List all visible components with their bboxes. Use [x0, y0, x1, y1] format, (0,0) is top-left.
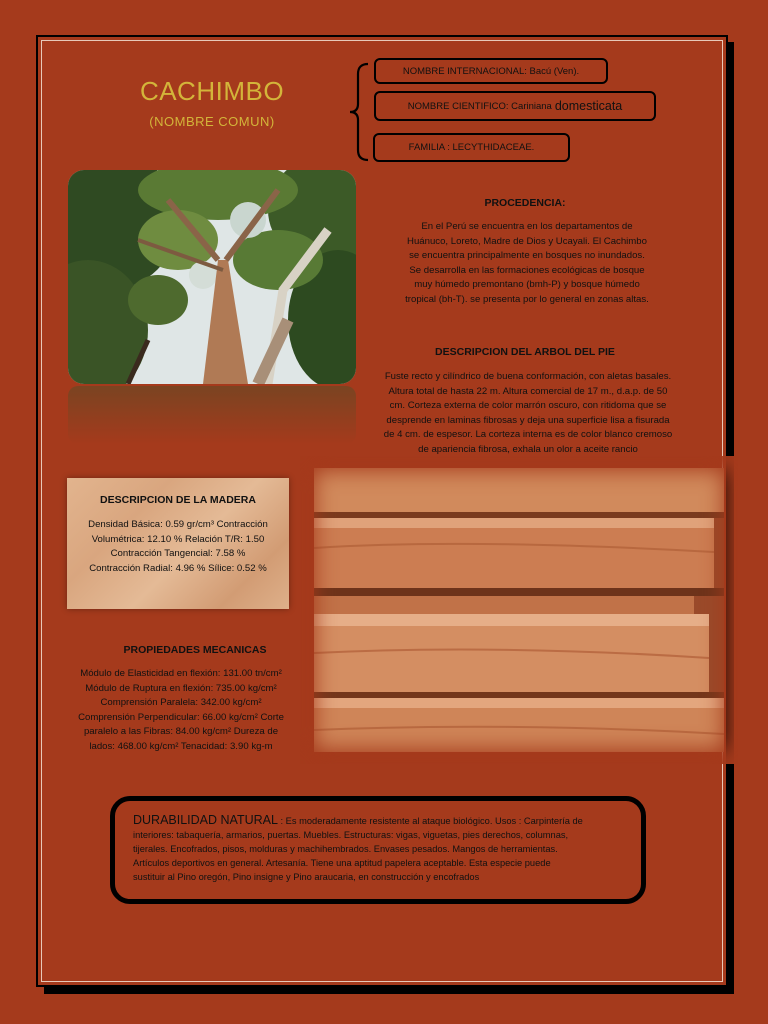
family-name: FAMILIA : LECYTHIDACEAE.: [408, 142, 535, 153]
international-name: NOMBRE INTERNACIONAL: Bacú (Ven).: [402, 65, 580, 77]
arbol-heading: DESCRIPCION DEL ARBOL DEL PIE: [435, 346, 615, 358]
madera-text: [67, 518, 289, 576]
procedencia-text: [362, 220, 692, 307]
mecanicas-line: Módulo de Elasticidad en flexión: 131.00 tn/cm²: [80, 668, 282, 679]
arbol-line: de 4 cm. de espesor. La corteza interna es de color blanco cremoso: [383, 429, 673, 440]
arbol-line: desprende en laminas fibrosas y deja una superficie lisa a fisurada: [386, 414, 670, 426]
arbol-line: de apariencia fibrosa, exhala un olor a aceite rancio: [418, 443, 638, 455]
madera-card: [67, 478, 289, 609]
durabilidad-lead: DURABILIDAD NATURAL: [133, 813, 278, 827]
page-subtitle: (NOMBRE COMUN): [149, 114, 275, 129]
mecanicas-line: paralelo a las Fibras: 84.00 kg/cm² Dureza de: [83, 726, 279, 737]
scientific-name: NOMBRE CIENTIFICO: Cariniana: [407, 100, 552, 112]
family-box: [373, 133, 570, 162]
durabilidad-intro: : Es moderadamente resistente al ataque biológico. Usos : Carpintería de: [277, 816, 583, 826]
procedencia-heading: PROCEDENCIA:: [484, 197, 566, 209]
scientific-epithet: domesticata: [554, 99, 623, 113]
mecanicas-heading: PROPIEDADES MECANICAS: [123, 644, 267, 656]
scientific-name-box: [374, 91, 656, 121]
procedencia-line: muy húmedo premontano (bmh-P) y bosque húmedo: [414, 279, 640, 290]
procedencia-line: En el Perú se encuentra en los departamentos de: [421, 221, 633, 232]
procedencia-line: Huánuco, Loreto, Madre de Dios y Ucayali. El Cachimbo: [407, 235, 647, 247]
mecanicas-text: [56, 667, 306, 754]
mecanicas-line: lados: 468.00 kg/cm² Tenacidad: 3.90 kg-m: [89, 740, 273, 752]
lumber-photo: [314, 468, 724, 752]
arbol-line: cm. Corteza externa de color marrón oscuro, con ritidoma que se: [389, 400, 667, 411]
madera-line: Volumétrica: 12.10 % Relación T/R: 1.50: [91, 533, 265, 545]
durabilidad-line: sustituir al Pino oregón, Pino insigne y Pino araucaria, en construcción y encofrados: [133, 872, 480, 882]
tree-photo-reflection: [68, 386, 356, 444]
procedencia-line: se encuentra principalmente en bosques no inundados.: [409, 250, 645, 261]
mecanicas-line: Comprensión Paralela: 342.00 kg/cm²: [100, 697, 262, 708]
arbol-text: [358, 370, 698, 457]
mecanicas-line: Comprensión Perpendicular: 66.00 kg/cm² Corte: [78, 711, 284, 723]
tree-photo: [68, 170, 356, 384]
durabilidad-line: Artículos deportivos en general. Artesanía. Tiene una aptitud papelera aceptable. Esta especie puede: [133, 858, 551, 868]
mecanicas-line: Módulo de Ruptura en flexión: 735.00 kg/cm²: [85, 682, 277, 694]
madera-heading: DESCRIPCION DE LA MADERA: [100, 494, 256, 506]
durabilidad-line: interiores: tabaquería, armarios, puertas. Muebles. Estructuras: vigas, viguetas, pies derechos, columnas,: [133, 830, 569, 840]
arbol-line: Fuste recto y cilíndrico de buena conformación, con aletas basales.: [384, 371, 672, 382]
procedencia-line: tropical (bh-T). se presenta por lo general en zonas altas.: [405, 293, 649, 305]
durabilidad-line: [133, 813, 623, 828]
arbol-line: Altura total de hasta 22 m. Altura comercial de 17 m., d.a.p. de 50: [388, 385, 668, 397]
international-name-box: [374, 58, 608, 84]
madera-line: Densidad Básica: 0.59 gr/cm³ Contracción: [88, 519, 268, 530]
procedencia-line: Se desarrolla en las formaciones ecológicas de bosque: [409, 264, 645, 276]
durabilidad-line: tijerales. Encofrados, pisos, molduras y machihembrados. Envases pesados. Mangos de herramientas.: [133, 844, 558, 854]
madera-line: Contracción Radial: 4.96 % Sílice: 0.52 %: [89, 562, 267, 574]
brace-icon: [348, 62, 370, 162]
page-title: CACHIMBO: [139, 76, 285, 106]
durabilidad-box: [110, 796, 646, 904]
madera-line: Contracción Tangencial: 7.58 %: [110, 548, 246, 559]
